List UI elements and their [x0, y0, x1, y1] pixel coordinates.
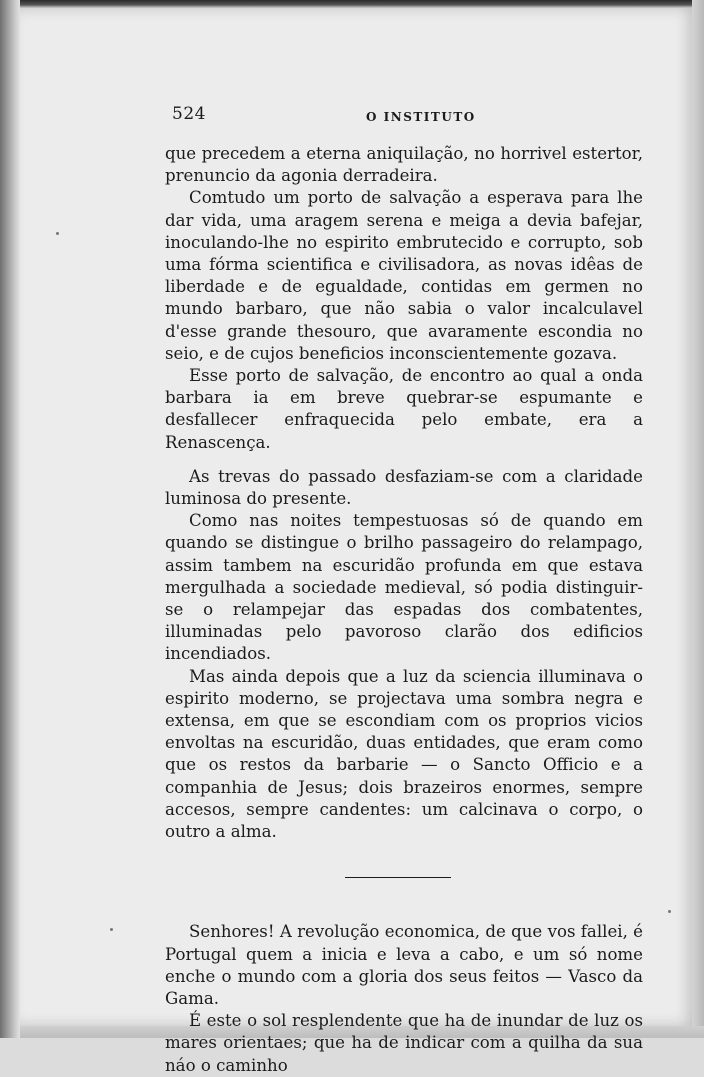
page-top-edge: [0, 0, 704, 8]
paragraph: que precedem a eterna aniquilação, no horrivel estertor, prenuncio da agonia derradeira.: [165, 144, 643, 186]
running-title: O INSTITUTO: [366, 110, 476, 124]
page-header: [172, 104, 642, 130]
section-divider: [165, 843, 643, 921]
page-right-edge: [692, 0, 704, 1038]
paragraph: As trevas do passado desfaziam-se com a claridade luminosa do presente.: [165, 466, 643, 509]
paragraph: Mas ainda depois que a luz da sciencia illuminava o espirito moderno, se projectava uma sombra negra e extensa, em que se escondiam com os proprios vicios envoltas na escuridão, duas entidades, que eram como que os restos da barbarie — o Sancto Officio e a companhia de Jesus; dois brazeiros enormes, sempre accesos, sempre candentes: um calcinava o corpo, o outro a alma.: [165, 666, 643, 842]
paragraph: Senhores! A revolução economica, de que vos fallei, é Portugal quem a inicia e leva a cabo, e um só nome enche o mundo com a gloria dos seus feitos — Vasco da Gama.: [165, 922, 643, 1008]
page-number: 524: [172, 104, 206, 124]
paragraph: Comtudo um porto de salvação a esperava para lhe dar vida, uma aragem serena e meiga a devia bafejar, inoculando-lhe no espirito embrutecido e corrupto, sob uma fórma scientifica e civilisadora, as novas idêas de liberdade e de egualdade, contidas em germen no mundo barbaro, que não sabia o valor incalculavel d'esse grande thesouro, que avaramente escondia no seio, e de cujos beneficios inconscientemente gozava.: [165, 188, 643, 363]
paragraph: Como nas noites tempestuosas só de quando em quando se distingue o brilho passageiro do relampago, assim tambem na escuridão profunda em que estava mergulhada a sociedade medieval, só podia distinguir-se o relampejar das espadas dos combatentes, illuminadas pelo pavoroso clarão dos edificios incendiados.: [165, 511, 643, 664]
paragraph: Esse porto de salvação, de encontro ao qual a onda barbara ia em breve quebrar-se espumante e desfallecer enfraquecida pelo embate, era a Renascença.: [165, 366, 643, 452]
paper-speck: [110, 928, 113, 931]
paper-speck: [668, 910, 671, 913]
book-spine-shadow: [0, 0, 20, 1038]
body-text: [165, 143, 643, 1077]
paper-speck: [56, 232, 59, 235]
horizontal-rule: [345, 877, 451, 878]
paragraph: É este o sol resplendente que ha de inundar de luz os mares orientaes; que ha de indicar com a quilha da sua náo o caminho: [165, 1011, 643, 1075]
